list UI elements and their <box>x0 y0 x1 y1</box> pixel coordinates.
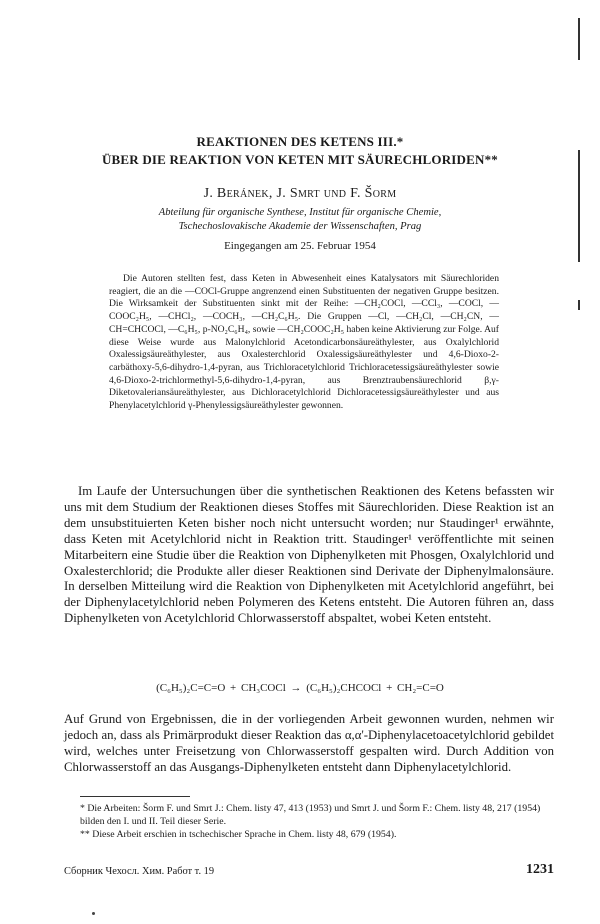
body-paragraph-1 <box>64 484 554 627</box>
body-paragraph-1-text: Im Laufe der Untersuchungen über die synthetischen Reaktionen des Ketens befassten wir uns mit dem Studium der Reaktionen dieses Stoffes mit Säurechloriden. Diese Reaktion ist an dem unsubstituierten Keten bisher noch nicht untersucht worden; nur Staudinger¹ erwähnte, dass Keten mit Acetylchlorid nicht in Reaktion tritt. Staudinger¹ veröffentlichte mit seinen Mitarbeitern eine Studie über die Reaktion von Diphenylketen mit Phosgen, Oxalylchlorid und Oxalesterchlorid; die Produkte aller dieser Reaktionen sind Derivate der Diphenylmalonsäure. In derselben Mitteilung wird die Reaktion von Diphenylketen mit Acetylchlorid angeführt, bei der Diphenylacetylchlorid neben Polymeren des Ketens entsteht. Die Autoren führen an, dass Diphenylketen von Acetylchlorid Chlorwasserstoff abspaltet, wobei Keten entsteht. <box>64 484 554 626</box>
scan-edge-mark-lower <box>578 300 580 310</box>
footnote-divider <box>80 796 190 797</box>
journal-footer: Сборник Чехосл. Хим. Работ т. 19 <box>64 866 215 877</box>
footnotes <box>80 803 556 843</box>
abstract <box>109 273 499 413</box>
body-paragraph-2-text: Auf Grund von Ergebnissen, die in der vorliegenden Arbeit gewonnen wurden, nehmen wir jedoch an, dass als Primärprodukt dieser Reaktion das α,α'-Diphenylacetoacetylchlorid gebildet wird, welches unter Freisetzung von Chlorwasserstoff gespalten wird. Durch Addition von Chlorwasserstoff an das Ausgangs-Diphenylketen entsteht dann Diphenylacetylchlorid. <box>64 712 554 774</box>
footnote-2: ** Diese Arbeit erschien in tschechischer Sprache in Chem. listy 48, 679 (1954). <box>80 829 397 841</box>
scan-edge-mark-top <box>578 18 580 60</box>
scan-speck <box>92 912 95 915</box>
page-number: 1231 <box>526 862 554 877</box>
affiliation-line-2: Tschechoslovakische Akademie der Wissenschaften, Prag <box>178 221 422 232</box>
reaction-equation: (C₆H₅)₂C=C=O + CH₃COCl → (C₆H₅)₂CHCOCl + CH₂=C=O <box>156 682 444 694</box>
received-date: Eingegangen am 25. Februar 1954 <box>224 240 376 252</box>
body-paragraph-2 <box>64 712 554 776</box>
affiliation-line-1: Abteilung für organische Synthese, Institut für organische Chemie, <box>158 207 442 218</box>
abstract-text: Die Autoren stellten fest, dass Keten in Abwesenheit eines Katalysators mit Säurechloriden reagiert, die an die —COCl-Gruppe angrenzend einen Substituenten der negativen Gruppe besitzen. Die Wirksamkeit der Substituenten sinkt mit der Reihe: —CH₂COCl, —CCl₃, —COCl, —COOC₂H₅, —CHCl₂, —COCH₃, —CH₂C₆H₅. Die Gruppen —Cl, —CH₂Cl, —CH₂CN, —CH=CHCOCl, —C₆H₅, p-NO₂C₆H₄, sowie —CH₂COOC₂H₅ haben keine Aktivierung zur Folge. Auf diese Weise wurde aus Malonylchlorid Acetondicarbonsäureäthylester, aus Oxalylchlorid Oxalessigsäureäthylester, aus Oxalesterchlorid Oxalessigsäureäthylester und 4,6-Dioxo-2-carbäthoxy-5,6-dihydro-1,4-pyran, aus Trichloracetylchlorid Trichloracetessigsäureäthylester sowie 4,6-Dioxo-2-trichlormethyl-5,6-dihydro-1,4-pyran, aus Brenztraubensäurechlorid β,γ-Diketovaleriansäureäthylester, aus Dichloracetylchlorid Dichloracetessigsäureäthylester und aus Phenylacetylchlorid γ-Phenylessigsäureäthylester gewonnen. <box>109 273 499 412</box>
article-title-line-1: REAKTIONEN DES KETENS III.* <box>196 134 404 149</box>
authors: J. Beránek, J. Smrt und F. Šorm <box>203 186 397 201</box>
article-title-line-2: ÜBER DIE REAKTION VON KETEN MIT SÄURECHLORIDEN** <box>101 152 499 167</box>
footnote-1: * Die Arbeiten: Šorm F. und Smrt J.: Chem. listy 47, 413 (1953) und Smrt J. und Šorm F.: Chem. listy 48, 217 (1954) bilden den I. und II. Teil dieser Serie. <box>80 803 541 827</box>
